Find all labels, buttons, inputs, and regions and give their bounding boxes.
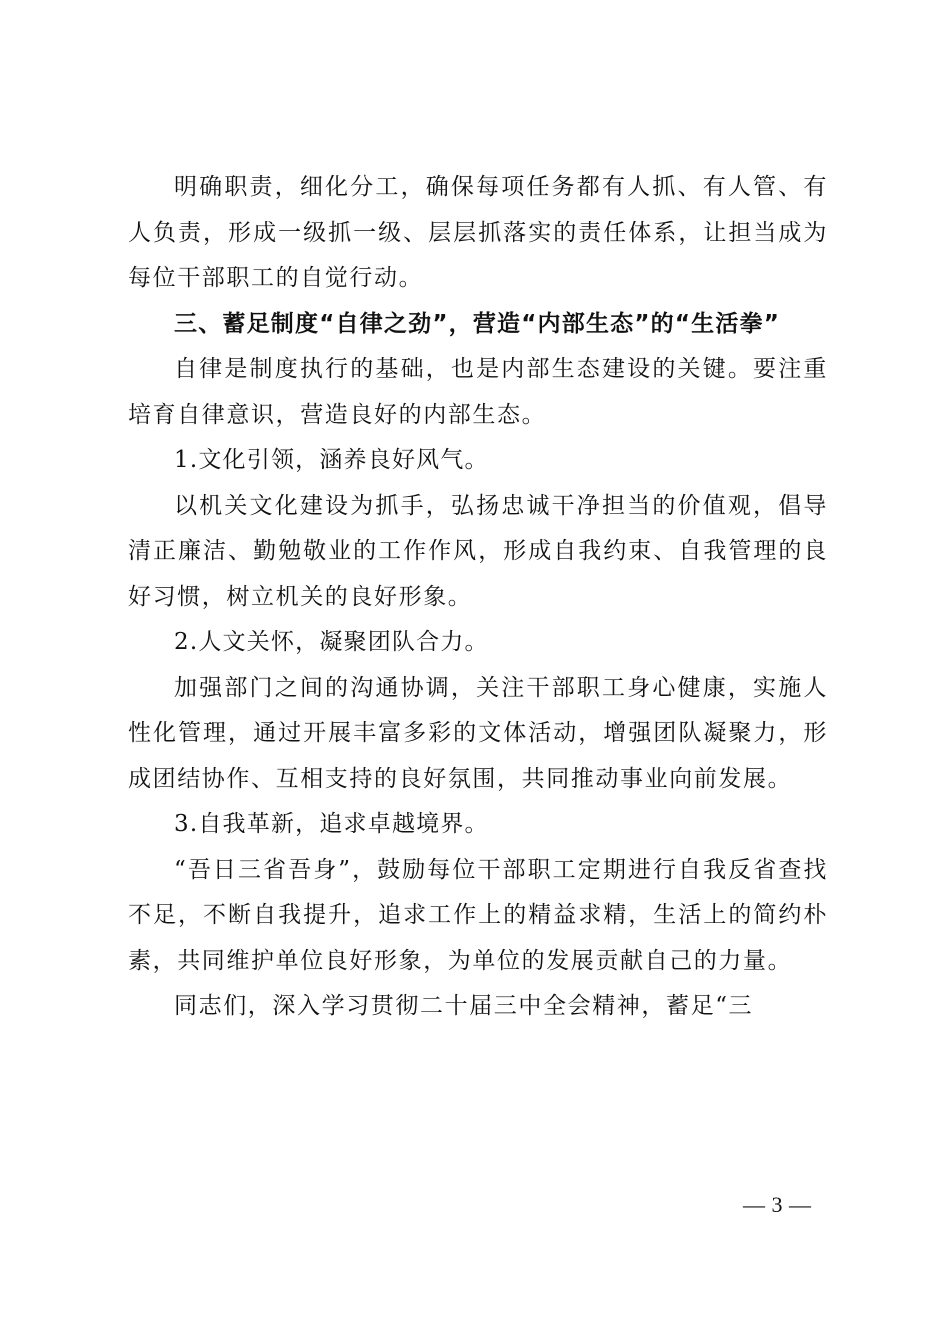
paragraph-closing: 同志们，深入学习贯彻二十届三中全会精神，蓄足“三 — [174, 993, 754, 1019]
section-heading-three: 三、蓄足制度“自律之劲”，营造“内部生态”的“生活拳” — [174, 310, 781, 337]
page-number: — 3 — — [743, 1192, 812, 1217]
paragraph-self-discipline: 自律是制度执行的基础，也是内部生态建设的关键。要注重培育自律意识，营造良好的内部生态。 — [128, 356, 828, 428]
subheading-humanistic-care: 2.人文关怀，凝聚团队合力。 — [174, 629, 489, 655]
paragraph-self-renewal: “吾日三省吾身”，鼓励每位干部职工定期进行自我反省查找不足，不断自我提升，追求工作上的精益求精，生活上的简约朴素，共同维护单位良好形象，为单位的发展贡献自己的力量。 — [128, 856, 828, 974]
paragraph-humanistic-care: 加强部门之间的沟通协调，关注干部职工身心健康，实施人性化管理，通过开展丰富多彩的文体活动，增强团队凝聚力，形成团结协作、互相支持的良好氛围，共同推动事业向前发展。 — [128, 674, 828, 792]
document-body — [128, 165, 828, 1030]
subheading-self-renewal: 3.自我革新，追求卓越境界。 — [174, 811, 489, 837]
subheading-culture: 1.文化引领，涵养良好风气。 — [174, 447, 489, 473]
paragraph-responsibility: 明确职责，细化分工，确保每项任务都有人抓、有人管、有人负责，形成一级抓一级、层层抓落实的责任体系，让担当成为每位干部职工的自觉行动。 — [128, 174, 828, 291]
paragraph-culture: 以机关文化建设为抓手，弘扬忠诚干净担当的价值观，倡导清正廉洁、勤勉敬业的工作作风，形成自我约束、自我管理的良好习惯，树立机关的良好形象。 — [128, 492, 828, 610]
